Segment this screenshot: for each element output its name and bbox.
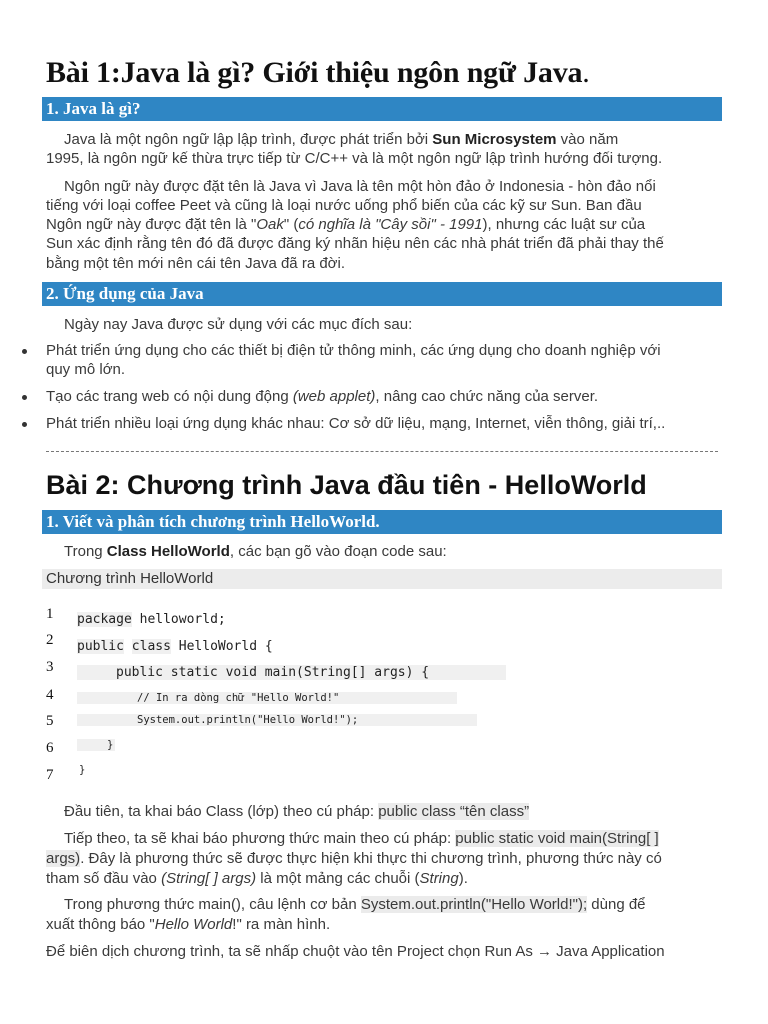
text-span: " (	[283, 216, 299, 233]
italic-hello-world: Hello World	[154, 916, 233, 933]
line-number: 5	[46, 713, 54, 729]
code-keyword: static	[170, 665, 218, 680]
code-text: main(String[] args) {	[256, 665, 430, 680]
bullet-icon	[22, 395, 27, 400]
line-number: 2	[46, 632, 54, 648]
dashed-divider	[46, 451, 718, 452]
italic-args: (String[ ] args)	[161, 870, 257, 887]
code-line-2	[77, 639, 273, 654]
section-heading-helloworld: 1. Viết và phân tích chương trình HelloWorld.	[42, 510, 722, 534]
code-keyword: public	[116, 665, 163, 680]
code-keyword: package	[77, 612, 132, 627]
section-heading-java-la-gi: 1. Java là gì?	[42, 97, 722, 121]
highlighted-syntax: public static void main(String[ ]	[455, 830, 659, 847]
bullet-item-1-line1: Phát triển ứng dụng cho các thiết bị điện tử thông minh, các ứng dụng cho doanh nghiệp với	[46, 342, 661, 359]
italic-string: String	[419, 870, 459, 887]
text-span: xuất thông báo "	[46, 916, 155, 933]
bullet-icon	[22, 422, 27, 427]
paragraph-explain-println-line2	[46, 915, 330, 934]
paragraph-java-intro-line2: 1995, là ngôn ngữ kế thừa trực tiếp từ C/C++ và là một ngôn ngữ lập trình hướng đối tượng.	[46, 150, 663, 167]
paragraph-explain-main-line1	[64, 829, 659, 848]
text-span: dùng để	[587, 896, 646, 913]
code-keyword: void	[225, 665, 257, 680]
paragraph-explain-println-line1	[64, 895, 646, 914]
text-span: ).	[458, 870, 468, 887]
text-span: , các bạn gõ vào đoạn code sau:	[229, 543, 447, 560]
text-span: Trong	[64, 543, 107, 560]
bullet-item-2	[46, 387, 598, 406]
text-span: ), nhưng các luật sư của	[482, 216, 646, 233]
bullet-item-1-line2: quy mô lớn.	[46, 361, 126, 378]
text-span: Java là một ngôn ngữ lập lập trình, được phát triển bởi	[64, 131, 433, 148]
text-span: là một mảng các chuỗi (	[256, 870, 420, 887]
bullet-icon	[22, 349, 27, 354]
italic-oak-meaning: có nghĩa là "Cây sồi" - 1991	[298, 216, 483, 233]
lesson1-title-dot: .	[582, 56, 590, 89]
paragraph-name-line1: Ngôn ngữ này được đặt tên là Java vì Java là tên một hòn đảo ở Indonesia - hòn đảo nổi	[64, 178, 656, 195]
code-line-1	[77, 612, 226, 627]
line-number: 3	[46, 659, 54, 675]
bullet-item-3: Phát triển nhiều loại ứng dụng khác nhau: Cơ sở dữ liệu, mạng, Internet, viễn thông, giải trí,..	[46, 415, 666, 432]
text-span: , nâng cao chức năng của server.	[375, 388, 599, 405]
paragraph-compile-instructions: Để biên dịch chương trình, ta sẽ nhấp chuột vào tên Project chọn Run As → Java Application	[46, 943, 665, 960]
paragraph-name-line3	[46, 215, 645, 234]
text-span: Tạo các trang web có nội dung động	[46, 388, 293, 405]
highlighted-syntax: public class “tên class”	[378, 803, 530, 820]
code-line-7: }	[79, 764, 86, 776]
highlighted-syntax: System.out.println("Hello World!");	[360, 896, 588, 913]
text-span: tham số đầu vào	[46, 870, 162, 887]
code-keyword: public	[77, 639, 124, 654]
text-span: Tiếp theo, ta sẽ khai báo phương thức main theo cú pháp:	[64, 830, 456, 847]
text-span: Trong phương thức main(), câu lệnh cơ bản	[64, 896, 361, 913]
paragraph-explain-main-line3	[46, 869, 468, 888]
paragraph-class-intro	[64, 542, 447, 561]
code-line-3	[77, 665, 506, 680]
code-line-6: }	[77, 739, 115, 751]
lesson1-title	[46, 56, 590, 90]
bold-class-helloworld: Class HelloWorld	[106, 543, 230, 560]
section-heading-ung-dung: 2. Ứng dụng của Java	[42, 282, 722, 306]
line-number: 6	[46, 740, 54, 756]
code-keyword: class	[131, 639, 171, 654]
text-span: Ngôn ngữ này được đặt tên là "	[46, 216, 257, 233]
line-number: 4	[46, 687, 54, 703]
paragraph-java-intro-line1	[64, 130, 618, 149]
code-block-title: Chương trình HelloWorld	[42, 569, 722, 589]
code-text: HelloWorld {	[170, 639, 273, 654]
lesson2-title: Bài 2: Chương trình Java đầu tiên - HelloWorld	[46, 470, 647, 500]
code-line-5: System.out.println("Hello World!");	[77, 714, 477, 726]
italic-web-applet: (web applet)	[292, 388, 376, 405]
text-span: . Đây là phương thức sẽ được thực hiện khi thực thi chương trình, phương thức này có	[80, 850, 662, 867]
paragraph-name-line4: Sun xác định rằng tên đó đã được đăng ký nhãn hiệu nên các nhà phát triển đã phải thay thế	[46, 235, 664, 252]
paragraph-explain-class	[64, 802, 529, 821]
paragraph-name-line5: bằng một tên mới nên cái tên Java đã ra đời.	[46, 255, 346, 272]
text-span: !" ra màn hình.	[232, 916, 331, 933]
paragraph-explain-main-line2	[46, 849, 662, 868]
line-number: 7	[46, 767, 54, 783]
text-span: vào năm	[556, 131, 619, 148]
highlighted-syntax: args)	[46, 850, 81, 867]
lesson1-title-text: Bài 1:Java là gì? Giới thiệu ngôn ngữ Java	[46, 56, 583, 89]
bold-sun-microsystem: Sun Microsystem	[432, 131, 557, 148]
italic-oak: Oak	[256, 216, 284, 233]
code-line-4: // In ra dòng chữ "Hello World!"	[77, 692, 457, 704]
line-number: 1	[46, 606, 54, 622]
paragraph-uses-intro: Ngày nay Java được sử dụng với các mục đích sau:	[64, 316, 413, 333]
text-span: Đầu tiên, ta khai báo Class (lớp) theo cú pháp:	[64, 803, 379, 820]
code-text: helloworld;	[131, 612, 226, 627]
paragraph-name-line2: tiếng với loại coffee Peet và cũng là loại nước uống phổ biến của các kỹ sư Sun. Ban đầu	[46, 197, 642, 214]
